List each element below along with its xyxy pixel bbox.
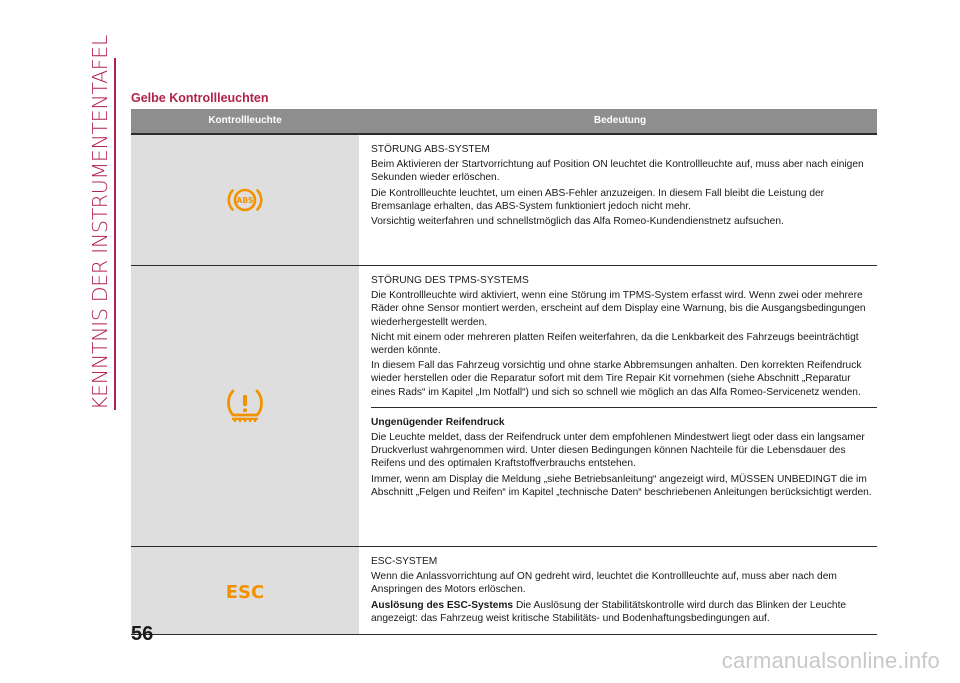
row-paragraph: Vorsichtig weiterfahren und schnellstmöglich das Alfa Romeo-Kundendienstnetz aufsuchen. bbox=[371, 216, 784, 228]
row-paragraph: Wenn die Anlassvorrichtung auf ON gedreht wird, leuchtet die Kontrollleuchte auf, muss aber nach dem Anspringen des Motors erlöschen. bbox=[371, 571, 837, 596]
row-paragraph: Beim Aktivieren der Startvorrichtung auf Position ON leuchtet die Kontrollleuchte auf, muss aber nach einigen Sekunden wieder erlöschen. bbox=[371, 159, 864, 184]
bold-lead-text: Die Auslösung der Stabilitätskontrolle wird durch das Blinken der Leuchte angezeigt: das Fahrzeug weist kritische Stabilitäts- und Bodenhaftungsbedingungen auf. bbox=[371, 599, 847, 624]
abs-warning-icon bbox=[225, 184, 265, 216]
row-heading: STÖRUNG DES TPMS-SYSTEMS bbox=[371, 275, 529, 286]
warning-lights-table bbox=[131, 109, 877, 635]
description-cell bbox=[359, 266, 877, 546]
table-row-tpms bbox=[131, 266, 877, 547]
row-paragraph: In diesem Fall das Fahrzeug vorsichtig und ohne starke Abbremsungen anhalten. Den korrekten Reifendruck wieder herstellen oder die Reparatur sofort mit dem Tire Repair Kit vornehmen (siehe Abschnitt „Reparatur eines Rads“ im Kapitel „Im Notfall“) und sich so schnell wie möglich an das Alfa Romeo-Servicenetz wenden. bbox=[371, 360, 862, 398]
description-cell bbox=[359, 547, 877, 634]
row-heading: STÖRUNG ABS-SYSTEM bbox=[371, 144, 490, 155]
table-header bbox=[131, 109, 877, 133]
chapter-title-text: KENNTNIS DER INSTRUMENTENTAFEL bbox=[88, 34, 112, 410]
svg-text:ESC: ESC bbox=[225, 581, 265, 603]
chapter-title bbox=[84, 34, 116, 410]
icon-cell bbox=[131, 547, 359, 634]
page-number: 56 bbox=[131, 623, 154, 645]
description-cell bbox=[359, 135, 877, 265]
watermark: carmanualsonline.info bbox=[721, 648, 940, 673]
row-heading: ESC-SYSTEM bbox=[371, 556, 438, 567]
header-kontrollleuchte: Kontrollleuchte bbox=[208, 115, 282, 126]
header-bedeutung: Bedeutung bbox=[593, 115, 647, 126]
row-paragraph: Immer, wenn am Display die Meldung „siehe Betriebsanleitung“ angezeigt wird, MÜSSEN UNBEDINGT die im Abschnitt „Felgen und Reifen“ im Kapitel „technische Daten“ beschriebenen Anleitungen berücksichtigt werden. bbox=[371, 473, 872, 498]
sub-section-rule bbox=[371, 407, 877, 408]
tire-pressure-warning-icon bbox=[224, 387, 266, 425]
bold-lead: Auslösung des ESC-Systems bbox=[371, 599, 514, 611]
row-paragraph: Die Kontrollleuchte leuchtet, um einen ABS-Fehler anzuzeigen. In diesem Fall bleibt die Leistung der Bremsanlage erhalten, das ABS-System funktioniert jedoch nicht mehr. bbox=[371, 187, 825, 212]
table-row-abs bbox=[131, 135, 877, 266]
row-paragraph bbox=[371, 599, 877, 625]
svg-text:ABS: ABS bbox=[236, 196, 254, 205]
row-paragraph: Die Kontrollleuchte wird aktiviert, wenn eine Störung im TPMS-System erfasst wird. Wenn zwei oder mehrere Räder ohne Sensor montiert werden, erscheint auf dem Display eine Warnung, bis die Ausgangsbedingungen wiederhergestellt werden. bbox=[371, 290, 866, 328]
row-paragraph: Die Leuchte meldet, dass der Reifendruck unter dem empfohlenen Mindestwert liegt oder dass ein langsamer Druckverlust wahrgenommen wird. Unter diesen Bedingungen können Nachteile für die Lebensdauer des Reifens und des optimalen Kraftstoffverbrauchs entstehen. bbox=[371, 432, 865, 470]
row-paragraph: Nicht mit einem oder mehreren platten Reifen weiterfahren, da die Lenkbarkeit des Fahrzeugs beeinträchtigt werden könnte. bbox=[371, 331, 859, 357]
esc-warning-icon bbox=[220, 579, 270, 603]
sub-heading: Ungenügender Reifendruck bbox=[371, 416, 505, 428]
table-row-esc bbox=[131, 547, 877, 635]
chapter-rule bbox=[114, 58, 116, 410]
icon-cell bbox=[131, 266, 359, 546]
icon-cell bbox=[131, 135, 359, 265]
section-title: Gelbe Kontrollleuchten bbox=[131, 91, 269, 105]
